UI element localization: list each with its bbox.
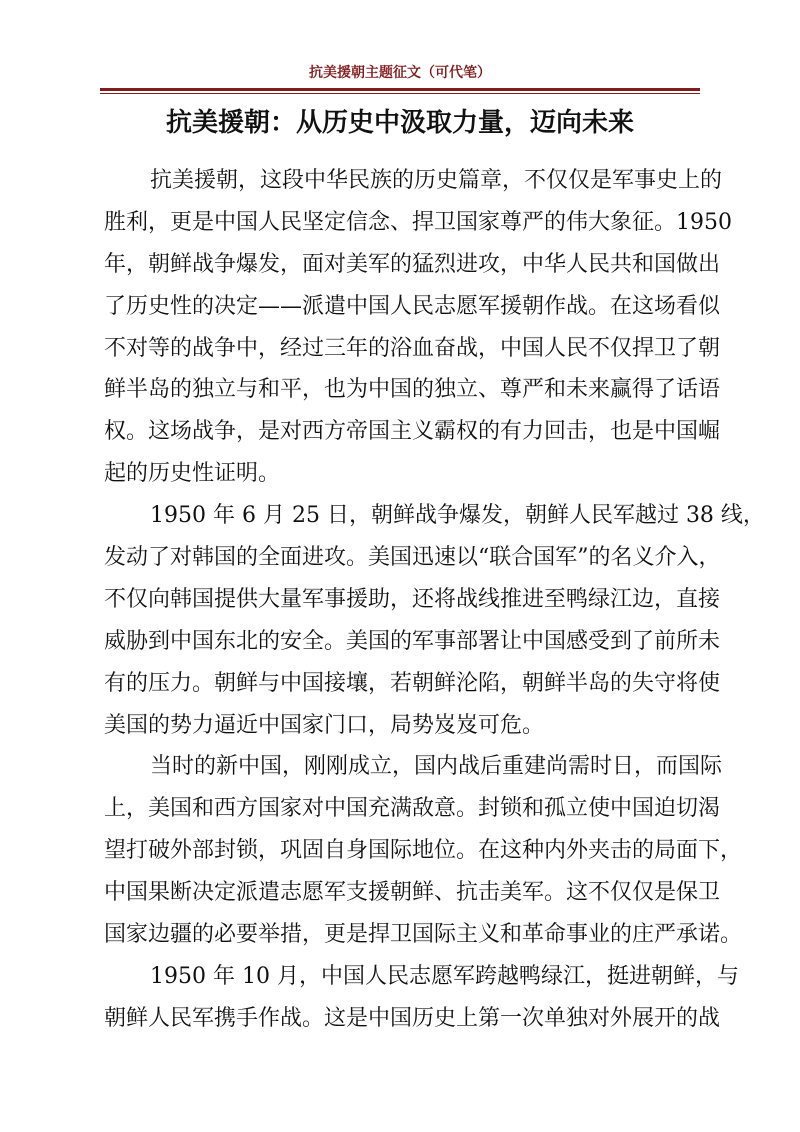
paragraph-line: 年，朝鲜战争爆发，面对美军的猛烈进攻，中华人民共和国做出 [104,251,721,277]
document-body [104,163,765,1043]
paragraph-line: 鲜半岛的独立与和平，也为中国的独立、尊严和未来赢得了话语 [104,377,721,403]
document-header-banner: 抗美援朝主题征文（可代笔） [309,65,491,81]
paragraph-line: 1950 年 10 月，中国人民志愿军跨越鸭绿江，挺进朝鲜，与 [150,963,739,989]
paragraph [104,959,739,1043]
paragraph-line: 权。这场战争，是对西方帝国主义霸权的有力回击，也是中国崛 [104,419,721,445]
paragraph-line: 起的历史性证明。 [104,461,281,487]
paragraph-line: 朝鲜人民军携手作战。这是中国历史上第一次单独对外展开的战 [104,1005,721,1031]
paragraph-line: 胜利，更是中国人民坚定信念、捍卫国家尊严的伟大象征。1950 [104,209,732,235]
paragraph-line: 威胁到中国东北的安全。美国的军事部署让中国感受到了前所未 [104,628,721,654]
header-rule-thick [100,88,700,91]
paragraph-line: 抗美援朝，这段中华民族的历史篇章，不仅仅是军事史上的 [150,168,723,193]
paragraph-line: 中国果断决定派遣志愿军支援朝鲜、抗击美军。这不仅仅是保卫 [104,880,721,906]
paragraph-line: 当时的新中国，刚刚成立，国内战后重建尚需时日，而国际 [150,754,723,780]
paragraph [104,498,765,749]
paragraph-line: 1950 年 6 月 25 日，朝鲜战争爆发，朝鲜人民军越过 38 线， [150,503,765,529]
paragraph [104,163,732,498]
paragraph-line: 不仅向韩国提供大量军事援助，还将战线推进至鸭绿江边，直接 [104,586,721,612]
paragraph-line: 美国的势力逼近中国家门口，局势岌岌可危。 [104,712,545,738]
paragraph-line: 上，美国和西方国家对中国充满敌意。封锁和孤立使中国迫切渴 [104,796,721,822]
paragraph-line: 发动了对韩国的全面进攻。美国迅速以“联合国军”的名义介入， [104,545,721,571]
paragraph-line: 不对等的战争中，经过三年的浴血奋战，中国人民不仅捍卫了朝 [104,335,721,361]
page-title: 抗美援朝：从历史中汲取力量，迈向未来 [165,108,634,138]
paragraph-line: 国家边疆的必要举措，更是捍卫国际主义和革命事业的庄严承诺。 [104,922,743,948]
paragraph-line: 望打破外部封锁，巩固自身国际地位。在这种内外夹击的局面下， [104,838,743,864]
paragraph-line: 有的压力。朝鲜与中国接壤，若朝鲜沦陷，朝鲜半岛的失守将使 [104,670,721,696]
header-rule-thin [100,93,700,94]
paragraph-line: 了历史性的决定——派遣中国人民志愿军援朝作战。在这场看似 [104,293,721,319]
paragraph [104,749,743,958]
